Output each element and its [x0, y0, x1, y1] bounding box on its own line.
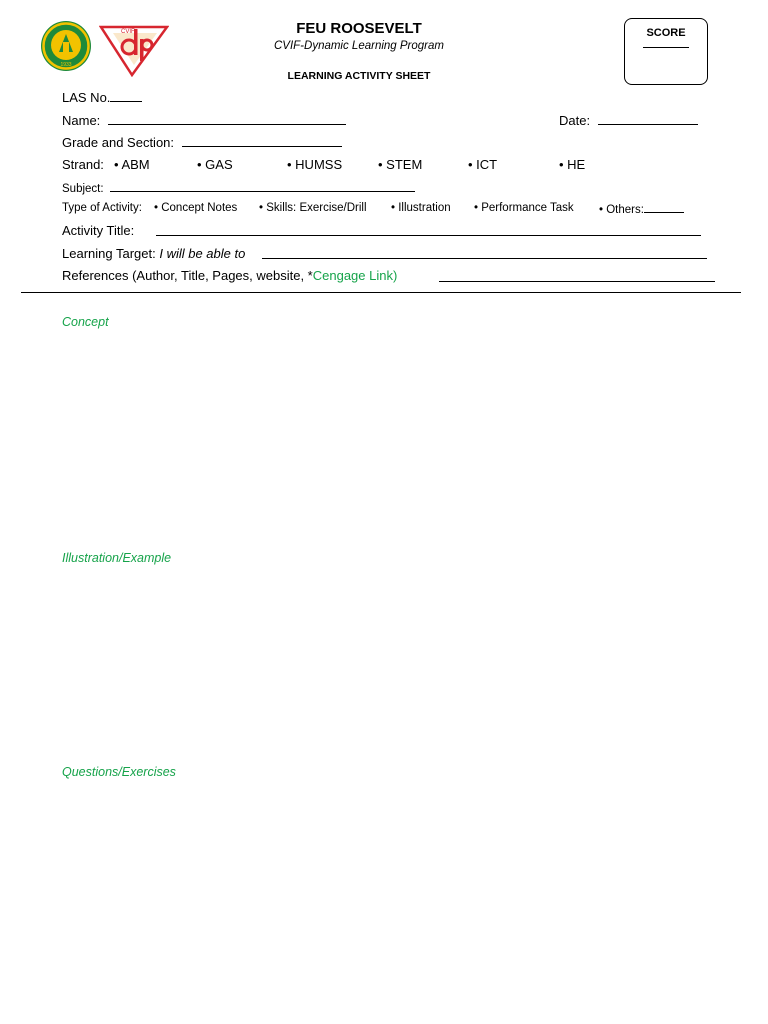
strand-option-gas[interactable]: • GAS [197, 157, 233, 172]
subject-label: Subject: [62, 183, 104, 195]
activity-type-illustration[interactable]: • Illustration [391, 202, 451, 214]
score-blank[interactable] [643, 47, 689, 48]
las-no-label: LAS No. [62, 90, 111, 105]
name-label: Name: [62, 113, 101, 128]
references-label: References (Author, Title, Pages, website, * [62, 268, 313, 283]
svg-text:1933: 1933 [60, 62, 72, 68]
activity-type-label: Type of Activity: [62, 202, 142, 214]
subject-blank[interactable] [110, 180, 415, 192]
score-box [624, 18, 708, 85]
las-no-blank[interactable] [110, 90, 142, 102]
name-row [62, 113, 346, 128]
grade-section-row [62, 135, 342, 150]
section-concept: Concept [62, 315, 109, 329]
strand-label: Strand: [62, 157, 104, 172]
subject-row [62, 180, 415, 195]
activity-type-others-label: • Others: [599, 204, 644, 216]
program-subtitle: CVIF-Dynamic Learning Program [273, 40, 444, 52]
references-row [62, 268, 397, 283]
svg-text:CVIF: CVIF [121, 29, 135, 35]
strand-option-he[interactable]: • HE [559, 157, 586, 172]
others-blank[interactable] [644, 202, 684, 213]
activity-type-skills[interactable]: • Skills: Exercise/Drill [259, 202, 367, 214]
header-divider [21, 292, 741, 293]
activity-type-others[interactable] [599, 202, 684, 216]
grade-section-label: Grade and Section: [62, 135, 175, 150]
learning-target-prompt: I will be able to [159, 246, 246, 261]
strand-option-ict[interactable]: • ICT [468, 157, 498, 172]
learning-target-blank[interactable] [262, 247, 707, 259]
las-no-row [62, 90, 142, 105]
activity-title-blank[interactable] [156, 224, 701, 236]
date-blank[interactable] [598, 113, 698, 125]
strand-option-abm[interactable]: • ABM [114, 157, 150, 172]
score-label: SCORE [646, 27, 686, 39]
section-questions: Questions/Exercises [62, 765, 176, 779]
strand-option-humss[interactable]: • HUMSS [287, 157, 343, 172]
learning-target-label: Learning Target: [62, 246, 156, 261]
references-blank[interactable] [439, 270, 715, 282]
learning-target-row [62, 246, 245, 261]
activity-title-label: Activity Title: [62, 223, 135, 238]
sheet-title: LEARNING ACTIVITY SHEET [287, 70, 431, 82]
grade-section-blank[interactable] [182, 135, 342, 147]
date-row [559, 113, 698, 128]
strand-option-stem[interactable]: • STEM [378, 157, 423, 172]
activity-title-row [62, 223, 134, 238]
cengage-link[interactable]: Cengage Link) [312, 268, 398, 283]
section-illustration: Illustration/Example [62, 551, 172, 565]
name-blank[interactable] [108, 113, 346, 125]
date-label: Date: [559, 113, 591, 128]
activity-type-performance-task[interactable]: • Performance Task [474, 202, 574, 214]
activity-type-concept-notes[interactable]: • Concept Notes [154, 202, 238, 214]
school-title: FEU ROOSEVELT [296, 20, 422, 37]
